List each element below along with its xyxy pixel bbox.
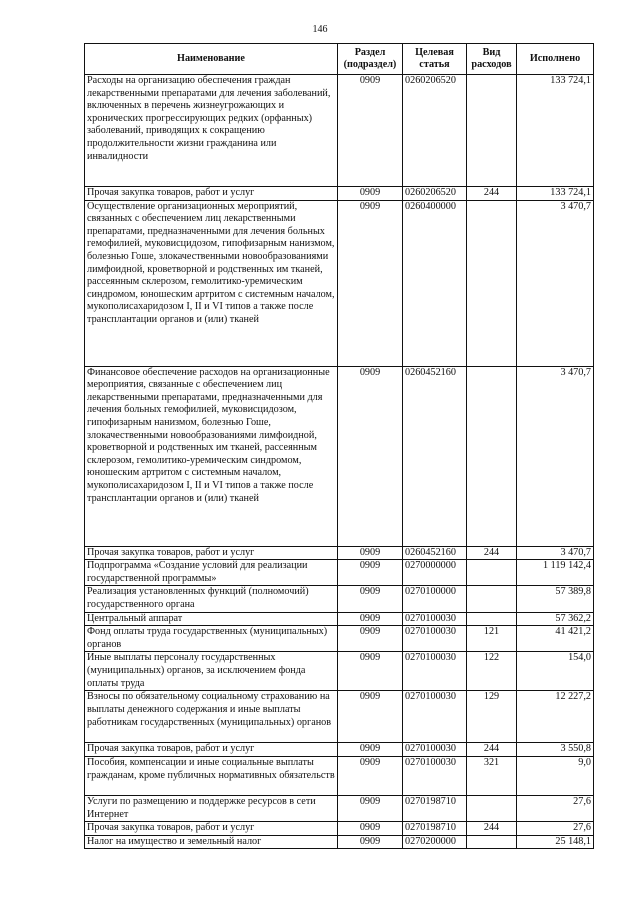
row-article: 0270000000: [403, 560, 467, 586]
table-row: [85, 652, 594, 691]
row-section: 0909: [338, 75, 403, 187]
table-row: [85, 822, 594, 836]
row-article: 0260400000: [403, 200, 467, 366]
header-article: Целевая статья: [403, 44, 467, 75]
row-section: 0909: [338, 560, 403, 586]
header-section: Раздел (подраздел): [338, 44, 403, 75]
row-article: 0260206520: [403, 75, 467, 187]
row-section: 0909: [338, 187, 403, 201]
row-name: Иные выплаты персоналу государственных (муниципальных) органов, за исключением фонда оплаты труда: [85, 652, 338, 691]
table-row: [85, 200, 594, 366]
row-amount: 133 724,1: [517, 187, 594, 201]
row-name: Прочая закупка товаров, работ и услуг: [85, 743, 338, 757]
row-kind: 244: [467, 822, 517, 836]
row-amount: 57 389,8: [517, 586, 594, 612]
page-number: 146: [312, 24, 328, 35]
row-section: 0909: [338, 795, 403, 821]
table-row: [85, 366, 594, 546]
table-row: [85, 560, 594, 586]
row-article: 0270200000: [403, 835, 467, 849]
row-name: Центральный аппарат: [85, 612, 338, 626]
row-article: 0270100030: [403, 756, 467, 795]
row-section: 0909: [338, 626, 403, 652]
row-name: Расходы на организацию обеспечения граждан лекарственными препаратами для лечения заболеваний, включенных в перечень жизнеугрожающих и хронических прогрессирующих редких (орфанных) заболеваний, приводящих к сокращению продолжительности жизни гражданина или инвалидности: [85, 75, 338, 187]
table-header-row: [85, 44, 594, 75]
row-section: 0909: [338, 612, 403, 626]
row-amount: 154,0: [517, 652, 594, 691]
row-article: 0260206520: [403, 187, 467, 201]
row-name: Прочая закупка товаров, работ и услуг: [85, 822, 338, 836]
row-section: 0909: [338, 546, 403, 560]
row-article: 0270100030: [403, 652, 467, 691]
row-kind: [467, 612, 517, 626]
row-name: Услуги по размещению и поддержке ресурсов в сети Интернет: [85, 795, 338, 821]
row-section: 0909: [338, 366, 403, 546]
row-amount: 27,6: [517, 822, 594, 836]
row-name: Фонд оплаты труда государственных (муниципальных) органов: [85, 626, 338, 652]
row-amount: 25 148,1: [517, 835, 594, 849]
table-row: [85, 546, 594, 560]
row-kind: [467, 586, 517, 612]
row-article: 0270198710: [403, 822, 467, 836]
table-row: [85, 586, 594, 612]
table-row: [85, 187, 594, 201]
row-amount: 57 362,2: [517, 612, 594, 626]
row-kind: [467, 795, 517, 821]
table-row: [85, 75, 594, 187]
row-kind: [467, 75, 517, 187]
header-amount: Исполнено: [517, 44, 594, 75]
row-section: 0909: [338, 822, 403, 836]
row-amount: 133 724,1: [517, 75, 594, 187]
row-article: 0270100030: [403, 743, 467, 757]
row-kind: 244: [467, 187, 517, 201]
row-section: 0909: [338, 652, 403, 691]
row-name: Прочая закупка товаров, работ и услуг: [85, 187, 338, 201]
row-amount: 3 470,7: [517, 366, 594, 546]
row-name: Налог на имущество и земельный налог: [85, 835, 338, 849]
row-name: Реализация установленных функций (полномочий) государственного органа: [85, 586, 338, 612]
row-kind: 121: [467, 626, 517, 652]
row-name: Осуществление организационных мероприятий, связанных с обеспечением лиц лекарственными препаратами, предназначенными для лечения больных гемофилией, муковисцидозом, гипофизарным нанизмом, болезнью Гоше, злокачественными новообразованиями лимфоидной, кроветворной и родственных им тканей, рассеянным склерозом, гемолитико-уремическим синдромом, юношеским артритом с системным началом, мукополисахаридозом I, II и VI типов а также после трансплантации органов и (или) тканей: [85, 200, 338, 366]
row-article: 0270100030: [403, 612, 467, 626]
row-article: 0260452160: [403, 366, 467, 546]
table-row: [85, 835, 594, 849]
row-kind: [467, 560, 517, 586]
row-kind: 122: [467, 652, 517, 691]
table-row: [85, 743, 594, 757]
row-article: 0270100030: [403, 626, 467, 652]
row-kind: 244: [467, 743, 517, 757]
table-row: [85, 612, 594, 626]
row-amount: 3 470,7: [517, 200, 594, 366]
row-kind: [467, 200, 517, 366]
row-amount: 41 421,2: [517, 626, 594, 652]
row-name: Пособия, компенсации и иные социальные выплаты гражданам, кроме публичных нормативных обязательств: [85, 756, 338, 795]
row-amount: 27,6: [517, 795, 594, 821]
row-kind: [467, 366, 517, 546]
row-kind: 129: [467, 691, 517, 743]
row-name: Финансовое обеспечение расходов на организационные мероприятия, связанные с обеспечением лиц лекарственными препаратами, предназначенными для лечения больных гемофилией, муковисцидозом, гипофизарным нанизмом, болезнью Гоше, злокачественными новообразованиями лимфоидной, кроветворной и родственных им тканей, рассеянным склерозом, гемолитико-уремическим синдромом, юношеским артритом с системным началом, мукополисахаридозом I, II и VI типов а также после трансплантации органов и (или) тканей: [85, 366, 338, 546]
budget-table: [84, 43, 594, 849]
row-section: 0909: [338, 743, 403, 757]
row-amount: 12 227,2: [517, 691, 594, 743]
row-section: 0909: [338, 835, 403, 849]
row-section: 0909: [338, 691, 403, 743]
row-kind: 244: [467, 546, 517, 560]
row-section: 0909: [338, 586, 403, 612]
row-article: 0270198710: [403, 795, 467, 821]
table-row: [85, 691, 594, 743]
row-kind: 321: [467, 756, 517, 795]
table-row: [85, 795, 594, 821]
row-article: 0260452160: [403, 546, 467, 560]
row-name: Подпрограмма «Создание условий для реализации государственной программы»: [85, 560, 338, 586]
row-article: 0270100000: [403, 586, 467, 612]
row-amount: 3 550,8: [517, 743, 594, 757]
row-amount: 9,0: [517, 756, 594, 795]
row-amount: 3 470,7: [517, 546, 594, 560]
row-kind: [467, 835, 517, 849]
row-section: 0909: [338, 756, 403, 795]
row-amount: 1 119 142,4: [517, 560, 594, 586]
table-row: [85, 626, 594, 652]
row-name: Взносы по обязательному социальному страхованию на выплаты денежного содержания и иные выплаты работникам государственных (муниципальных) органов: [85, 691, 338, 743]
row-article: 0270100030: [403, 691, 467, 743]
row-name: Прочая закупка товаров, работ и услуг: [85, 546, 338, 560]
header-kind: Вид расходов: [467, 44, 517, 75]
table-row: [85, 756, 594, 795]
header-name: Наименование: [85, 44, 338, 75]
row-section: 0909: [338, 200, 403, 366]
